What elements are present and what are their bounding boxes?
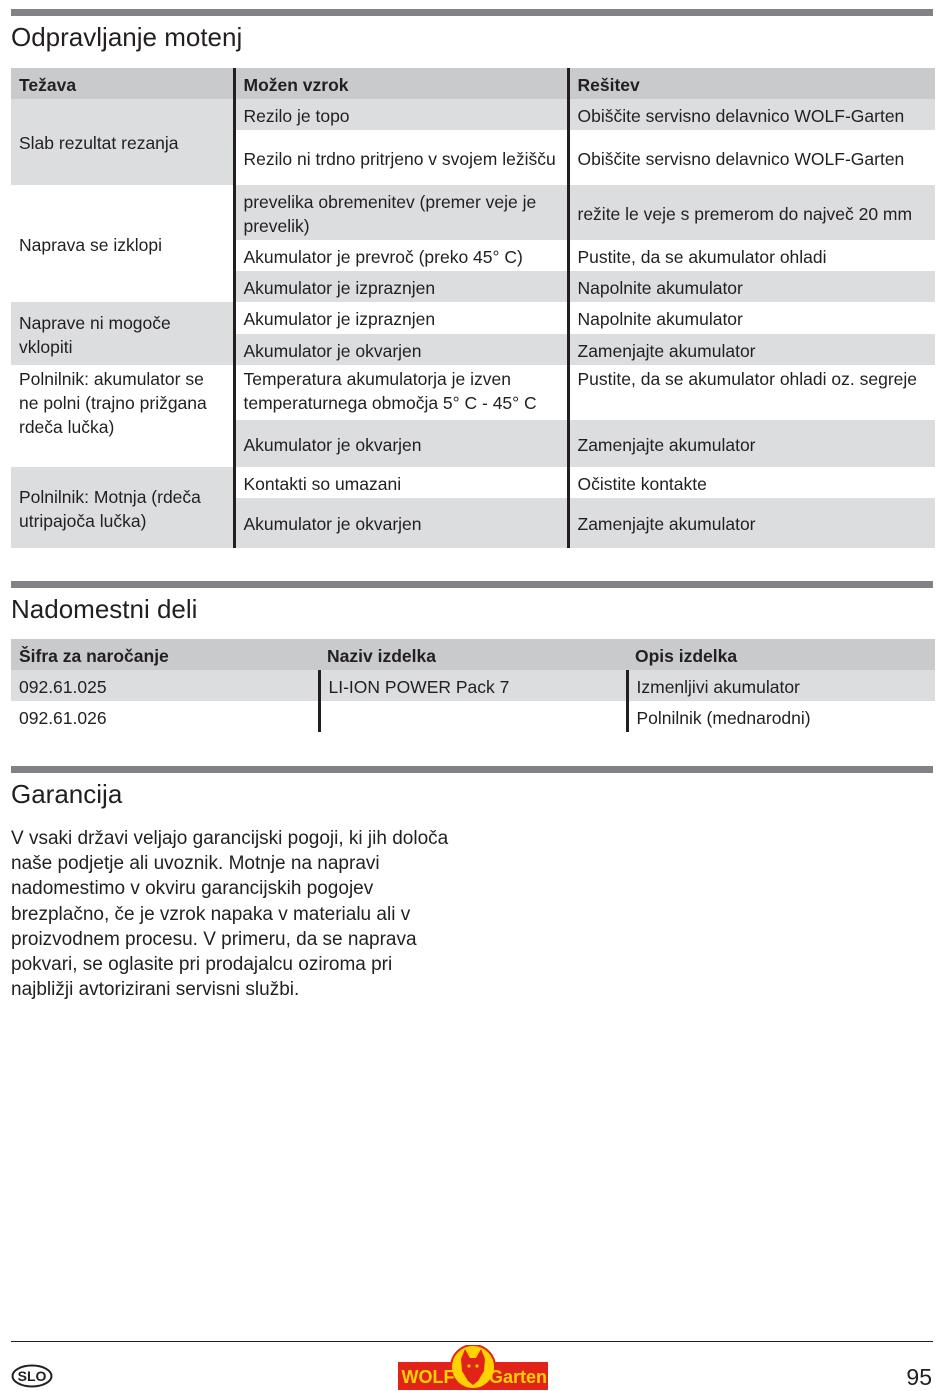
cause-cell: prevelika obremenitev (premer veje je prevelik) (234, 185, 568, 240)
cause-cell: Akumulator je okvarjen (234, 420, 568, 467)
troubleshooting-table (11, 68, 935, 548)
cause-cell: Akumulator je izpraznjen (234, 271, 568, 302)
spare-parts-table (11, 639, 935, 732)
spare-parts-title: Nadomestni deli (11, 594, 198, 624)
code-cell: 092.61.026 (11, 701, 319, 732)
header-solution: Rešitev (568, 68, 935, 99)
section-divider (11, 581, 933, 588)
footer-divider (11, 1341, 933, 1342)
wolf-garten-logo (398, 1345, 548, 1390)
header-code: Šifra za naročanje (11, 639, 319, 670)
warranty-text: V vsaki državi veljajo garancijski pogoji, ki jih določa naše podjetje ali uvoznik. Motnje na napravi nadomestimo v okviru garancijskih pogojev brezplačno, če je vzrok napaka v materialu ali v proizvodnem procesu. V primeru, da se naprava pokvari, se oglasite pri prodajalcu oziroma pri najbližji avtorizirani servisni službi. (11, 828, 449, 1001)
solution-cell: Obiščite servisno delavnico WOLF-Garten (568, 130, 935, 185)
language-badge (11, 1364, 53, 1388)
table-row (11, 467, 935, 498)
solution-cell: Napolnite akumulator (568, 302, 935, 334)
solution-cell: Obiščite servisno delavnico WOLF-Garten (568, 99, 935, 130)
table-row (11, 365, 935, 420)
solution-cell: Zamenjajte akumulator (568, 420, 935, 467)
solution-cell: Pustite, da se akumulator ohladi (568, 240, 935, 271)
description-cell: Polnilnik (mednarodni) (627, 701, 935, 732)
table-row (11, 670, 935, 701)
cause-cell: Akumulator je izpraznjen (234, 302, 568, 334)
solution-cell: Napolnite akumulator (568, 271, 935, 302)
table-header-row (11, 639, 935, 670)
header-description: Opis izdelka (627, 639, 935, 670)
table-header-row (11, 68, 935, 99)
page-number: 95 (906, 1364, 932, 1390)
table-row (11, 302, 935, 334)
cause-cell: Akumulator je okvarjen (234, 334, 568, 365)
name-cell: LI-ION POWER Pack 7 (319, 670, 627, 701)
solution-cell: Zamenjajte akumulator (568, 334, 935, 365)
header-name: Naziv izdelka (319, 639, 627, 670)
logo-wolf-text: WOLF (401, 1367, 455, 1387)
problem-cell: Naprava se izklopi (11, 185, 234, 302)
table-row (11, 701, 935, 732)
problem-cell: Polnilnik: Motnja (rdeča utripajoča lučka) (11, 467, 234, 548)
logo-garten-text: Garten (488, 1367, 548, 1387)
solution-cell: Pustite, da se akumulator ohladi oz. segreje (568, 365, 935, 420)
solution-cell: Zamenjajte akumulator (568, 498, 935, 548)
header-problem: Težava (11, 68, 234, 99)
cause-cell: Rezilo ni trdno pritrjeno v svojem ležišču (234, 130, 568, 185)
description-cell: Izmenljivi akumulator (627, 670, 935, 701)
header-cause: Možen vzrok (234, 68, 568, 99)
problem-cell: Naprave ni mogoče vklopiti (11, 302, 234, 365)
solution-cell: Očistite kontakte (568, 467, 935, 498)
cause-cell: Kontakti so umazani (234, 467, 568, 498)
section-divider (11, 9, 933, 16)
cause-cell: Akumulator je prevroč (preko 45° C) (234, 240, 568, 271)
section-divider (11, 766, 933, 773)
warranty-title: Garancija (11, 779, 123, 809)
problem-cell: Polnilnik: akumulator se ne polni (trajno prižgana rdeča lučka) (11, 365, 234, 467)
table-row (11, 185, 935, 240)
cause-cell: Temperatura akumulatorja je izven temperaturnega območja 5° C - 45° C (234, 365, 568, 420)
language-code: SLO (17, 1368, 47, 1384)
cause-cell: Rezilo je topo (234, 99, 568, 130)
table-row (11, 99, 935, 130)
troubleshooting-title: Odpravljanje motenj (11, 22, 243, 52)
cause-cell: Akumulator je okvarjen (234, 498, 568, 548)
solution-cell: režite le veje s premerom do največ 20 mm (568, 185, 935, 240)
name-cell (319, 701, 627, 732)
code-cell: 092.61.025 (11, 670, 319, 701)
problem-cell: Slab rezultat rezanja (11, 99, 234, 185)
